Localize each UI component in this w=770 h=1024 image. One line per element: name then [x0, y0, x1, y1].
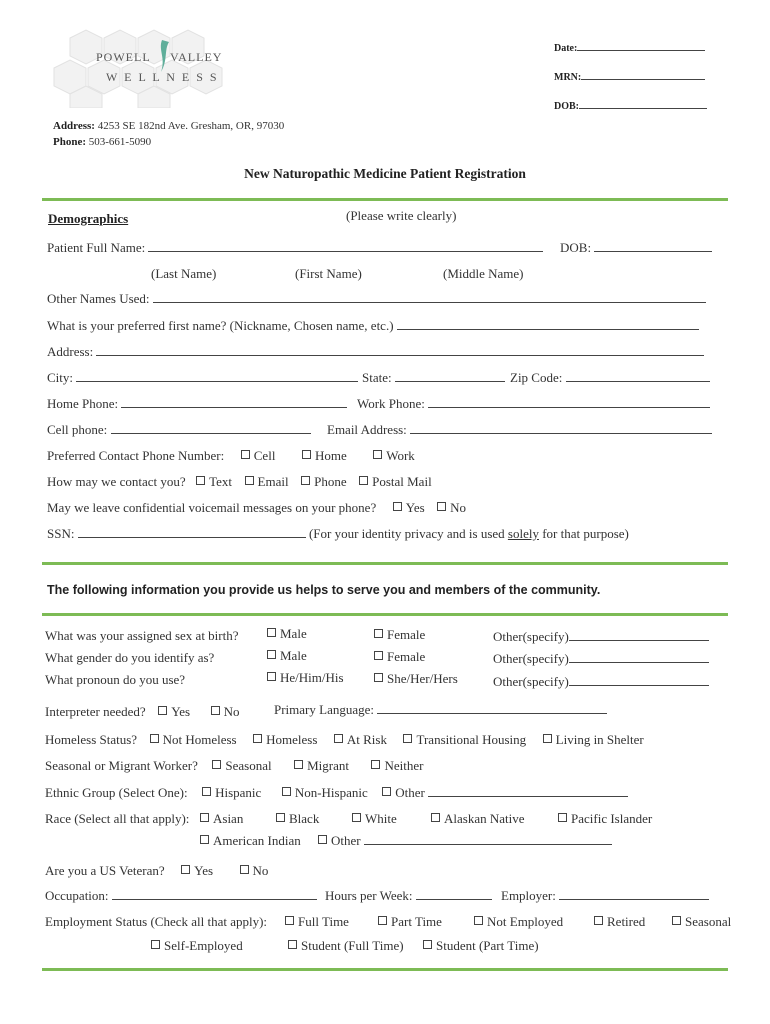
clinic-address	[53, 120, 284, 132]
pronoun-other-field[interactable]: Other(specify)	[493, 674, 709, 690]
seasonal-row	[45, 758, 423, 774]
checkbox-seasonal[interactable]: Seasonal	[212, 758, 271, 773]
zip-field[interactable]	[510, 370, 710, 386]
clinic-phone	[53, 136, 151, 148]
address-label: Address:	[53, 120, 95, 132]
hours-field[interactable]	[325, 888, 492, 904]
last-name-hint: (Last Name)	[151, 266, 217, 281]
checkbox-shelter[interactable]: Living in Shelter	[543, 732, 644, 747]
address-field[interactable]	[47, 344, 704, 360]
employment-label: Employment Status (Check all that apply):	[45, 914, 268, 929]
divider-2	[42, 562, 728, 565]
voicemail-label: May we leave confidential voicemail messages on your phone?	[47, 500, 377, 515]
checkbox-student-full-time[interactable]: Student (Full Time)	[288, 938, 404, 954]
checkbox-pronoun-she[interactable]: She/Her/Hers	[374, 671, 458, 687]
middle-name-hint: (Middle Name)	[443, 266, 524, 281]
checkbox-voicemail-yes[interactable]: Yes	[393, 500, 425, 515]
dob-label: DOB:	[560, 240, 592, 255]
checkbox-self-employed[interactable]: Self-Employed	[151, 938, 243, 954]
checkbox-cell[interactable]: Cell	[241, 448, 276, 463]
checkbox-retired[interactable]: Retired	[594, 914, 645, 930]
state-field[interactable]	[362, 370, 505, 386]
checkbox-home[interactable]: Home	[302, 448, 347, 463]
checkbox-veteran-yes[interactable]: Yes	[181, 863, 213, 878]
address-value: 4253 SE 182nd Ave. Gresham, OR, 97030	[97, 120, 285, 132]
checkbox-text[interactable]: Text	[196, 474, 232, 489]
voicemail-row	[47, 500, 466, 516]
seasonal-label: Seasonal or Migrant Worker?	[45, 758, 198, 773]
date-field[interactable]	[554, 39, 705, 54]
pref-contact-row	[47, 448, 415, 464]
logo-text-powell: POWELL	[96, 50, 151, 64]
checkbox-alaskan-native[interactable]: Alaskan Native	[431, 811, 525, 827]
mrn-field[interactable]	[554, 68, 705, 83]
checkbox-sex-male[interactable]: Male	[267, 626, 307, 642]
home-phone-field[interactable]	[47, 396, 347, 412]
checkbox-race-other[interactable]: Other	[318, 833, 612, 849]
preferred-name-field[interactable]	[47, 318, 699, 334]
checkbox-interpreter-no[interactable]: No	[211, 704, 240, 719]
checkbox-full-time[interactable]: Full Time	[285, 914, 349, 930]
checkbox-ethnic-other[interactable]: Other	[382, 785, 628, 800]
hexagon-pattern-logo	[50, 28, 230, 108]
occupation-label: Occupation:	[45, 888, 109, 903]
checkbox-not-employed[interactable]: Not Employed	[474, 914, 563, 930]
homeless-label: Homeless Status?	[45, 732, 138, 747]
phone-value: 503-661-5090	[88, 136, 152, 148]
gender-other-field[interactable]: Other(specify)	[493, 651, 709, 667]
checkbox-veteran-no[interactable]: No	[240, 863, 269, 878]
preferred-name-label: What is your preferred first name? (Nickname, Chosen name, etc.)	[47, 318, 394, 333]
checkbox-work[interactable]: Work	[373, 448, 415, 463]
logo	[50, 28, 230, 108]
sex-question: What was your assigned sex at birth?	[45, 628, 239, 643]
checkbox-employment-seasonal[interactable]: Seasonal	[672, 914, 731, 930]
work-phone-field[interactable]	[357, 396, 710, 412]
checkbox-transitional[interactable]: Transitional Housing	[403, 732, 526, 747]
full-name-field[interactable]	[47, 240, 543, 256]
checkbox-gender-male[interactable]: Male	[267, 648, 307, 664]
checkbox-student-part-time[interactable]: Student (Part Time)	[423, 938, 539, 954]
interpreter-label: Interpreter needed?	[45, 704, 146, 719]
interpreter-row	[45, 704, 240, 720]
how-contact-row	[47, 474, 432, 490]
occupation-field[interactable]	[45, 888, 317, 904]
ssn-note: (For your identity privacy and is used solely for that purpose)	[308, 526, 629, 541]
checkbox-non-hispanic[interactable]: Non-Hispanic	[282, 785, 368, 800]
checkbox-american-indian[interactable]: American Indian	[200, 833, 301, 849]
checkbox-homeless[interactable]: Homeless	[253, 732, 317, 747]
primary-language-field[interactable]	[274, 702, 607, 718]
checkbox-pronoun-he[interactable]: He/Him/His	[267, 670, 344, 686]
header-dob-field[interactable]	[554, 97, 707, 112]
cell-phone-label: Cell phone:	[47, 422, 108, 437]
ssn-row[interactable]	[47, 526, 629, 542]
work-phone-label: Work Phone:	[357, 396, 425, 411]
checkbox-email[interactable]: Email	[245, 474, 289, 489]
veteran-row	[45, 863, 268, 879]
mrn-label: MRN:	[554, 72, 582, 83]
write-clearly-note: (Please write clearly)	[346, 208, 457, 223]
checkbox-postal-mail[interactable]: Postal Mail	[359, 474, 432, 489]
employer-label: Employer:	[501, 888, 556, 903]
checkbox-voicemail-no[interactable]: No	[437, 500, 466, 515]
checkbox-at-risk[interactable]: At Risk	[334, 732, 387, 747]
divider-3	[42, 613, 728, 616]
logo-text-wellness: W E L L N E S S	[106, 70, 219, 84]
checkbox-interpreter-yes[interactable]: Yes	[158, 704, 190, 719]
race-label: Race (Select all that apply):	[45, 811, 190, 826]
ethnic-label: Ethnic Group (Select One):	[45, 785, 188, 800]
checkbox-part-time[interactable]: Part Time	[378, 914, 442, 930]
gender-question: What gender do you identify as?	[45, 650, 215, 665]
checkbox-gender-female[interactable]: Female	[374, 649, 425, 665]
checkbox-asian[interactable]: Asian	[200, 811, 243, 827]
employer-field[interactable]	[501, 888, 709, 904]
primary-language-label: Primary Language:	[274, 702, 374, 717]
how-contact-label: How may we contact you?	[47, 474, 186, 489]
dob-field[interactable]	[560, 240, 712, 256]
home-phone-label: Home Phone:	[47, 396, 119, 411]
hours-label: Hours per Week:	[325, 888, 413, 903]
demographics-heading: Demographics	[48, 211, 129, 226]
address-input-label: Address:	[47, 344, 94, 359]
checkbox-white[interactable]: White	[352, 811, 397, 827]
divider-1	[42, 198, 728, 201]
checkbox-pacific-islander[interactable]: Pacific Islander	[558, 811, 652, 827]
pronoun-question: What pronoun do you use?	[45, 672, 186, 687]
checkbox-migrant[interactable]: Migrant	[294, 758, 349, 773]
logo-text-valley: VALLEY	[170, 50, 223, 64]
page-title: New Naturopathic Medicine Patient Registration	[244, 166, 526, 181]
other-names-field[interactable]	[47, 291, 706, 307]
other-names-label: Other Names Used:	[47, 291, 150, 306]
city-label: City:	[47, 370, 74, 385]
checkbox-not-homeless[interactable]: Not Homeless	[150, 732, 237, 747]
phone-label: Phone:	[53, 136, 86, 148]
checkbox-phone[interactable]: Phone	[301, 474, 347, 489]
checkbox-hispanic[interactable]: Hispanic	[202, 785, 261, 800]
ssn-label: SSN:	[47, 526, 75, 541]
divider-4	[42, 968, 728, 971]
full-name-label: Patient Full Name:	[47, 240, 146, 255]
checkbox-black[interactable]: Black	[276, 811, 319, 827]
ethnic-row	[45, 785, 628, 801]
community-heading: The following information you provide us helps to serve you and members of the community.	[47, 583, 601, 597]
zip-label: Zip Code:	[510, 370, 563, 385]
email-label: Email Address:	[327, 422, 407, 437]
checkbox-neither[interactable]: Neither	[371, 758, 423, 773]
date-label: Date:	[554, 43, 578, 54]
state-label: State:	[362, 370, 392, 385]
homeless-row	[45, 732, 644, 748]
pref-contact-label: Preferred Contact Phone Number:	[47, 448, 225, 463]
cell-phone-field[interactable]	[47, 422, 311, 438]
veteran-label: Are you a US Veteran?	[45, 863, 165, 878]
city-field[interactable]	[47, 370, 358, 386]
header-dob-label: DOB:	[554, 101, 579, 112]
checkbox-sex-female[interactable]: Female	[374, 627, 425, 643]
sex-other-field[interactable]: Other(specify)	[493, 629, 709, 645]
first-name-hint: (First Name)	[295, 266, 362, 281]
email-field[interactable]	[327, 422, 712, 438]
